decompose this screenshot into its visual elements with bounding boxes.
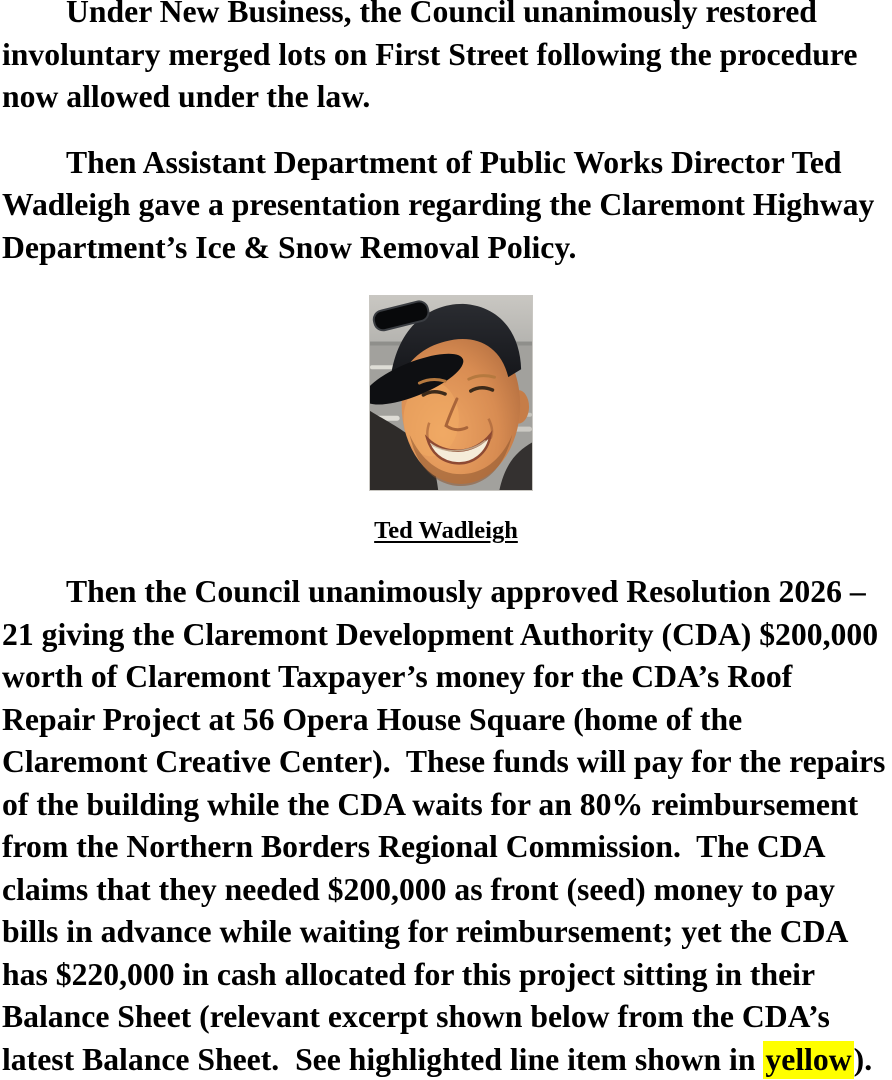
- text-line: worth of Claremont Taxpayer’s money for the CDA’s Roof: [2, 659, 793, 694]
- text-line: Department’s Ice & Snow Removal Policy.: [2, 229, 577, 265]
- yellow-highlighted-word: yellow: [765, 1041, 852, 1077]
- paragraph-wadleigh-presentation: [0, 142, 892, 270]
- paragraph-resolution-2026-21: [0, 571, 892, 1080]
- text-line: claims that they needed $200,000 as front (seed) money to pay: [2, 871, 835, 907]
- text-line: Repair Project at 56 Opera House Square (home of the: [2, 701, 743, 737]
- text-line: involuntary merged lots on First Street following the procedure: [2, 36, 858, 72]
- text-line: Wadleigh gave a presentation regarding the Claremont Highway: [2, 187, 875, 222]
- ted-wadleigh-photo: [369, 295, 533, 491]
- photo-caption-text: Ted Wadleigh: [374, 517, 518, 544]
- text-line: 21 giving the Claremont Development Authority (CDA) $200,000: [2, 616, 879, 652]
- text-line: Then Assistant Department of Public Works Director Ted: [66, 144, 842, 180]
- text-line-with-highlight: [2, 1039, 892, 1080]
- photo-caption: [0, 515, 892, 546]
- text-line: now allowed under the law.: [2, 79, 371, 114]
- text-line: Under New Business, the Council unanimously restored: [66, 0, 817, 29]
- text-line: Then the Council unanimously approved Resolution 2026 –: [66, 574, 866, 609]
- text-line: Claremont Creative Center). These funds will pay for the repairs: [2, 744, 886, 779]
- paragraph-new-business: [0, 0, 892, 119]
- text-line: of the building while the CDA waits for an 80% reimbursement: [2, 786, 859, 822]
- text-line: Balance Sheet (relevant excerpt shown below from the CDA’s: [2, 999, 830, 1034]
- text-line: bills in advance while waiting for reimbursement; yet the CDA: [2, 914, 849, 949]
- text-line: has $220,000 in cash allocated for this project sitting in their: [2, 956, 816, 992]
- text-before-highlight: latest Balance Sheet. See highlighted line item shown in: [2, 1041, 764, 1077]
- portrait-photo-illustration: [370, 296, 532, 490]
- text-after-highlight: ).: [853, 1041, 873, 1077]
- text-line: from the Northern Borders Regional Commission. The CDA: [2, 829, 826, 864]
